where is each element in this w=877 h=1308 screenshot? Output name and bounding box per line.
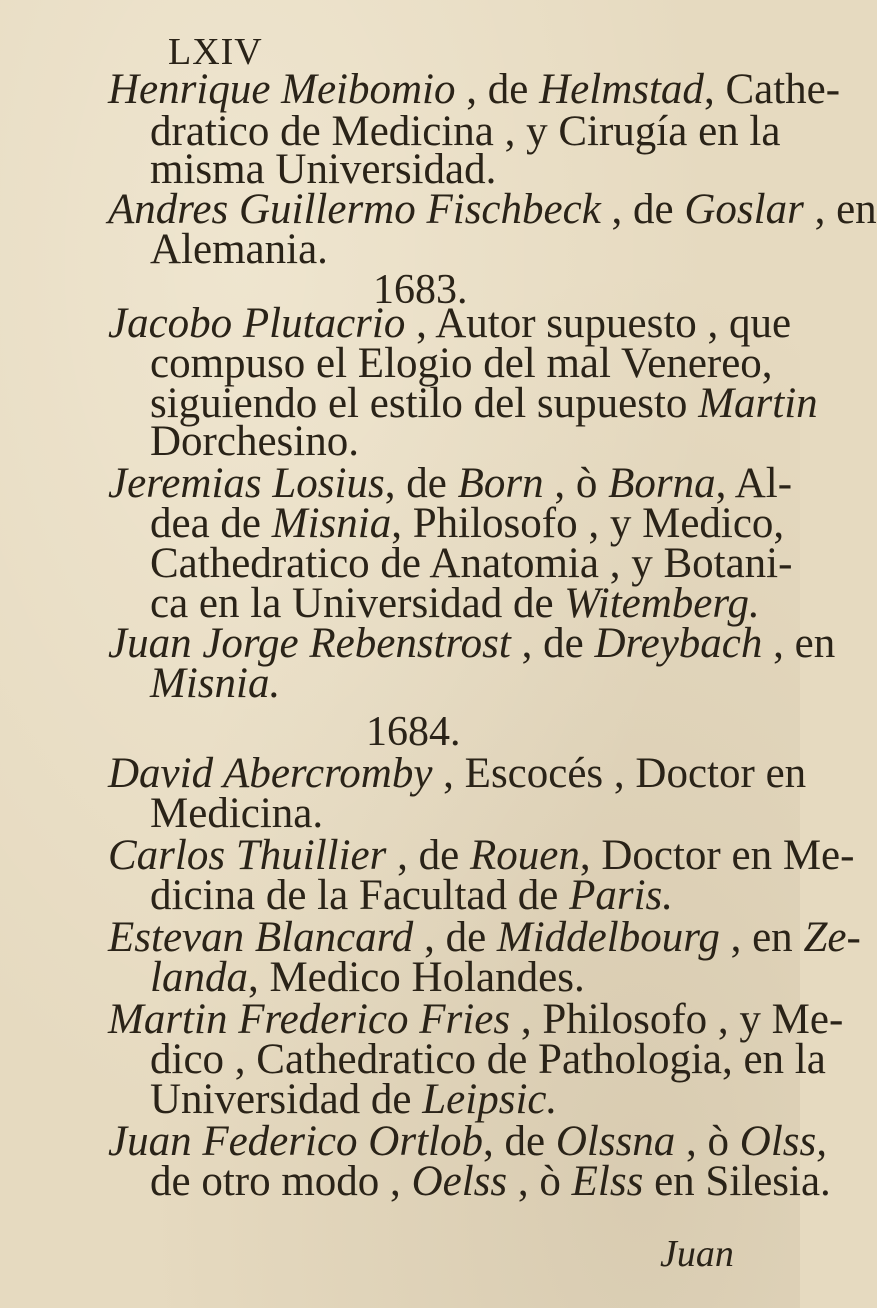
entry-fischbeck-line-1: Andres Guillermo Fischbeck , de Goslar , en bbox=[108, 186, 877, 233]
entry-losius-line-4: ca en la Universidad de Witemberg. bbox=[150, 580, 760, 627]
place-name: landa bbox=[150, 954, 248, 1001]
entry-fischbeck-line-2: Alemania. bbox=[150, 226, 328, 273]
place-name: Ze- bbox=[803, 914, 861, 961]
entry-plutacrio-line-4: Dorchesino. bbox=[150, 418, 359, 465]
entry-meibomio-line-1: Henrique Meibomio , de Helmstad, Cathe- bbox=[108, 66, 841, 113]
person-name: Estevan Blancard bbox=[108, 914, 414, 961]
place-name: Helmstad bbox=[539, 66, 704, 113]
place-name: Witemberg. bbox=[564, 580, 760, 627]
entry-plutacrio-line-3: siguiendo el estilo del supuesto Martin bbox=[150, 380, 818, 427]
entry-abercromby-line-2: Medicina. bbox=[150, 790, 324, 837]
place-name: Rouen bbox=[469, 832, 580, 879]
place-name: Born bbox=[457, 460, 544, 507]
entry-fries-line-1: Martin Frederico Fries , Philosofo , y Me- bbox=[108, 996, 844, 1043]
entry-plutacrio-line-1: Jacobo Plutacrio , Autor supuesto , que bbox=[108, 300, 792, 347]
person-name: Jeremias Losius bbox=[108, 460, 385, 507]
entry-rebenstrost-line-1: Juan Jorge Rebenstrost , de Dreybach , en bbox=[108, 620, 836, 667]
entry-ortlob-line-1: Juan Federico Ortlob, de Olssna , ò Olss, bbox=[108, 1118, 828, 1165]
person-name: Martin bbox=[698, 380, 818, 427]
entry-ortlob-line-2: de otro modo , Oelss , ò Elss en Silesia. bbox=[150, 1158, 831, 1205]
place-name: Oelss bbox=[411, 1158, 508, 1205]
place-name: Dreybach bbox=[594, 620, 763, 667]
entry-thuillier-line-1: Carlos Thuillier , de Rouen, Doctor en Me- bbox=[108, 832, 855, 879]
entry-blancard-line-1: Estevan Blancard , de Middelbourg , en Ze- bbox=[108, 914, 861, 961]
entry-rebenstrost-line-2: Misnia. bbox=[150, 660, 281, 707]
entry-plutacrio-line-2: compuso el Elogio del mal Venereo, bbox=[150, 340, 773, 387]
place-name: Olssna bbox=[555, 1118, 676, 1165]
entry-losius-line-1: Jeremias Losius, de Born , ò Borna, Al- bbox=[108, 460, 793, 507]
place-name: Goslar bbox=[684, 186, 804, 233]
entry-blancard-line-2: landa, Medico Holandes. bbox=[150, 954, 585, 1001]
entry-abercromby-line-1: David Abercromby , Escocés , Doctor en bbox=[108, 750, 807, 797]
year-heading-1683: 1683. bbox=[373, 267, 468, 313]
place-name: Middelbourg bbox=[496, 914, 720, 961]
entry-thuillier-line-2: dicina de la Facultad de Paris. bbox=[150, 872, 674, 919]
person-name: Carlos Thuillier bbox=[108, 832, 387, 879]
person-name: Andres Guillermo Fischbeck bbox=[108, 186, 601, 233]
place-name: Paris. bbox=[569, 872, 674, 919]
entry-meibomio-line-3: misma Universidad. bbox=[150, 146, 497, 193]
entry-fries-line-3: Universidad de Leipsic. bbox=[150, 1076, 558, 1123]
person-name: Henrique Meibomio bbox=[108, 66, 456, 113]
page-number: LXIV bbox=[168, 31, 263, 73]
place-name: Olss, bbox=[739, 1118, 828, 1165]
person-name: Martin Frederico Fries bbox=[108, 996, 511, 1043]
entry-meibomio-line-2: dratico de Medicina , y Cirugía en la bbox=[150, 108, 781, 155]
place-name: Borna bbox=[608, 460, 716, 507]
person-name: Juan Federico Ortlob bbox=[108, 1118, 483, 1165]
entry-losius-line-2: dea de Misnia, Philosofo , y Medico, bbox=[150, 500, 785, 547]
catchword: Juan bbox=[660, 1233, 734, 1275]
place-name: Elss bbox=[571, 1158, 644, 1205]
place-name: Leipsic. bbox=[422, 1076, 558, 1123]
person-name: David Abercromby bbox=[108, 750, 433, 797]
place-name: Misnia bbox=[271, 500, 392, 547]
year-heading-1684: 1684. bbox=[366, 709, 461, 755]
entry-losius-line-3: Cathedratico de Anatomia , y Botani- bbox=[150, 540, 793, 587]
person-name: Jacobo Plutacrio bbox=[108, 300, 406, 347]
entry-fries-line-2: dico , Cathedratico de Pathologia, en la bbox=[150, 1036, 826, 1083]
person-name: Juan Jorge Rebenstrost bbox=[108, 620, 511, 667]
